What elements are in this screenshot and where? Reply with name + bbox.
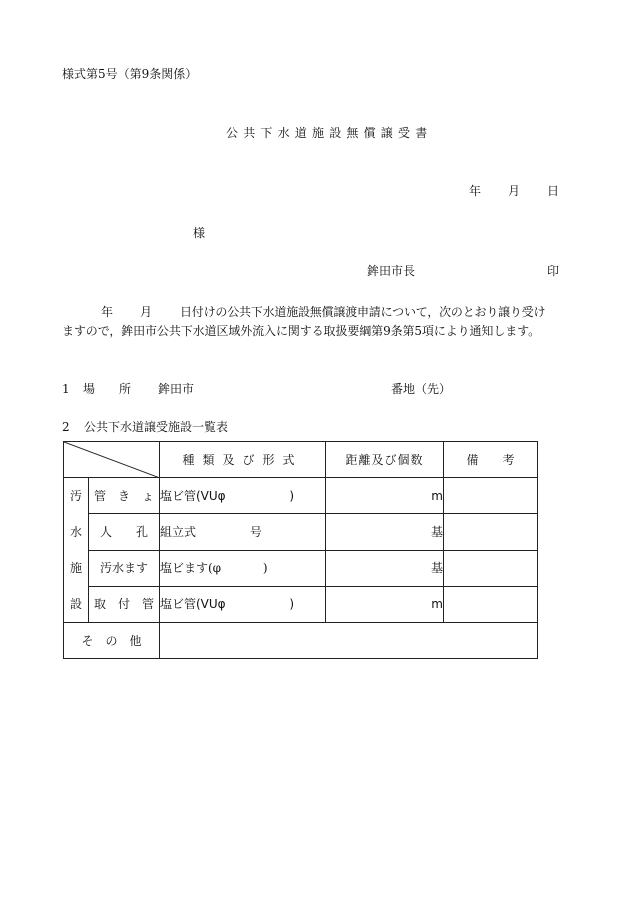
type-prefix: 組立式 (160, 524, 197, 539)
list-number: 2 (62, 420, 70, 434)
location-number: 1 (62, 382, 70, 396)
group-char: 水 (69, 525, 82, 539)
type-suffix: ) (289, 488, 295, 503)
list-heading: 公共下水道譲受施設一覧表 (84, 420, 229, 434)
header-kind-text: 種類及び形式 (182, 452, 303, 467)
other-content-cell (160, 623, 538, 659)
body-year-label: 年 (101, 305, 114, 319)
type-prefix: 塩ビます(φ (160, 561, 222, 576)
item-label: 取 付 管 (89, 586, 160, 622)
table-row (64, 550, 538, 586)
type-cell (160, 514, 326, 550)
header-diagonal-cell (64, 442, 160, 478)
header-kind (160, 442, 326, 478)
table-header-row (64, 442, 538, 478)
location-city: 鉾田市 (158, 382, 195, 396)
table-row-other (64, 623, 538, 659)
form-number: 様式第5号（第9条関係） (62, 67, 198, 81)
date-year-label: 年 (469, 184, 482, 198)
date-day-label: 日 (547, 184, 560, 198)
unit-cell: 基 (326, 514, 444, 550)
remarks-cell (444, 514, 538, 550)
group-char: 施 (69, 561, 82, 575)
type-cell (160, 586, 326, 622)
addressee-suffix: 様 (193, 226, 206, 240)
table-row (64, 478, 538, 514)
location-label: 場 所 (83, 382, 132, 396)
type-suffix: ) (262, 561, 268, 576)
facility-table (63, 441, 538, 659)
page-title: 公共下水道施設無償譲受書 (226, 126, 433, 140)
remarks-cell (444, 478, 538, 514)
body-month-label: 月 (140, 305, 153, 319)
table-row (64, 586, 538, 622)
body-line-1: 日付けの公共下水道施設無償譲渡申請について，次のとおり譲り受け (180, 305, 546, 319)
unit-cell: m (326, 586, 444, 622)
type-cell (160, 478, 326, 514)
item-label: 管 き ょ (89, 478, 160, 514)
remarks-cell (444, 586, 538, 622)
remarks-cell (444, 550, 538, 586)
issuer-name: 鉾田市長 (367, 264, 416, 278)
unit-cell: m (326, 478, 444, 514)
item-label: 汚水ます (89, 550, 160, 586)
header-remarks: 備 考 (444, 442, 538, 478)
location-suffix: 番地（先） (391, 382, 452, 396)
item-label: 人 孔 (89, 514, 160, 550)
header-distance: 距離及び個数 (326, 442, 444, 478)
group-label-cell (64, 478, 89, 623)
seal-mark: 印 (547, 264, 560, 278)
type-suffix: ) (289, 597, 295, 612)
type-suffix: 号 (249, 524, 262, 539)
group-char: 汚 (69, 489, 82, 503)
other-label: そ の 他 (64, 623, 160, 659)
table-row (64, 514, 538, 550)
type-cell (160, 550, 326, 586)
unit-cell: 基 (326, 550, 444, 586)
type-prefix: 塩ビ管(VUφ (160, 597, 226, 612)
type-prefix: 塩ビ管(VUφ (160, 488, 226, 503)
group-char: 設 (69, 597, 82, 611)
body-line-2: ますので，鉾田市公共下水道区域外流入に関する取扱要綱第9条第5項により通知します。 (62, 324, 540, 338)
diagonal-line (64, 442, 160, 478)
date-month-label: 月 (508, 184, 521, 198)
